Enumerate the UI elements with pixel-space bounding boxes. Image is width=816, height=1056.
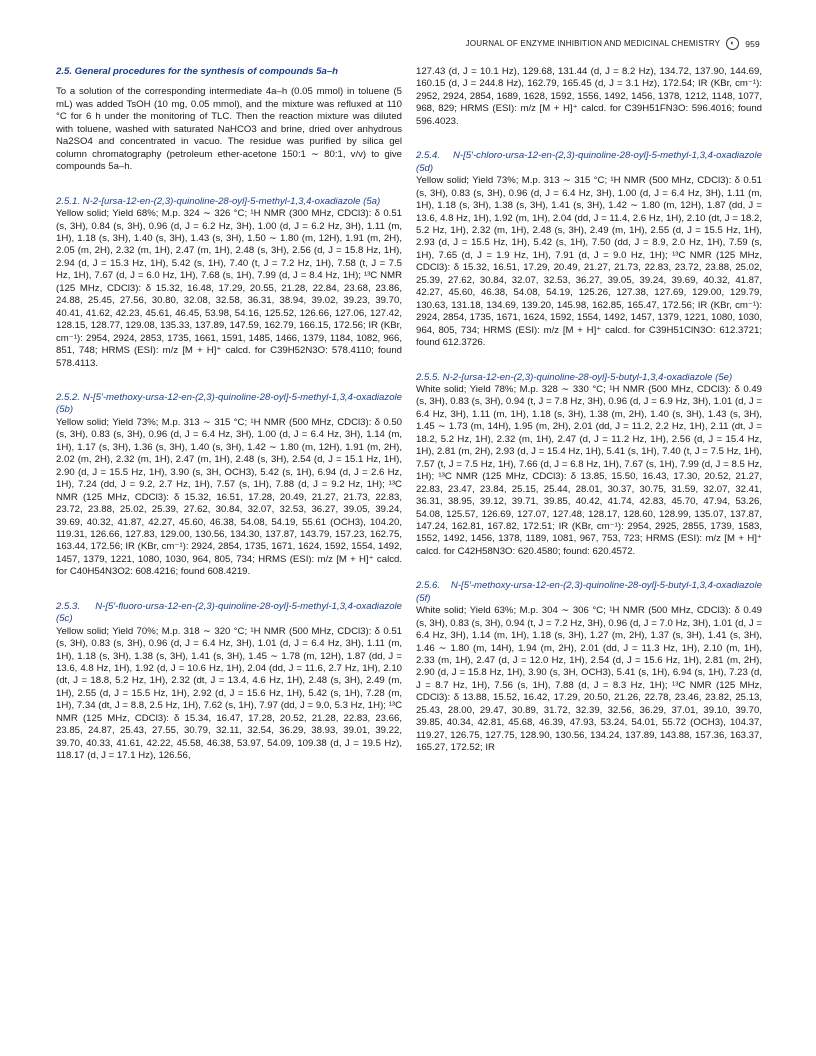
publisher-logo-icon: ◐: [726, 37, 739, 50]
section-heading-2-5: 2.5. General procedures for the synthesis of compounds 5a–h: [56, 66, 339, 77]
compound-5c-data-continued: 127.43 (d, J = 10.1 Hz), 129.68, 131.44 (d, J = 8.2 Hz), 134.72, 137.90, 144.69, 160.15 (d, J = 244.8 Hz), 162.79, 165.45 (d, J = 3.1 Hz), 172.54; IR (KBr, cm⁻¹): 2952, 2924, 2854, 1689, 1628, 1592, 1556, 1492, 1456, 1378, 1212, 1148, 1077, 968, 829; HRMS (ESI): m/z [M + H]⁺ calcd. for C39H51FN3O: 596.4016; found 596.4023.: [416, 66, 762, 127]
page-number: 959: [745, 38, 760, 49]
subsection-heading-2-5-6: 2.5.6. N-[5′-methoxy-ursa-12-en-(2,3)-quinoline-28-oyl]-5-butyl-1,3,4-oxadiazole (5f): [416, 580, 762, 604]
journal-name: JOURNAL OF ENZYME INHIBITION AND MEDICINAL CHEMISTRY: [465, 39, 721, 48]
running-head: [466, 37, 760, 50]
compound-5f-data: White solid; Yield 63%; M.p. 304 ∼ 306 °C; ¹H NMR (500 MHz, CDCl3): δ 0.49 (s, 3H), 0.83 (s, 3H), 0.94 (t, J = 7.2 Hz, 3H), 0.96 (d, J = 7.0 Hz, 3H), 1.01 (d, J = 6.4 Hz, 3H), 1.14 (m, 1H), 1.18 (s, 3H), 1.27 (m, 2H), 1.37 (s, 3H), 1.41 (s, 3H), 1.46 ∼ 1.80 (m, 14H), 1.94 (m, 2H), 2.01 (dd, J = 11.3 Hz, 1H), 2.10 (m, 1H), 2.33 (m, 1H), 2.47 (d, J = 12.0 Hz, 1H), 2.54 (d, J = 15.6 Hz, 1H), 2.81 (m, 2H), 2.90 (d, J = 15.8 Hz, 1H), 3.90 (s, 3H, OCH3), 5.41 (s, 1H), 6.94 (s, 1H), 7.23 (d, J = 8.7 Hz, 1H), 7.56 (s, 1H), 7.88 (d, J = 8.3 Hz, 1H); ¹³C NMR (125 MHz, CDCl3): δ 13.88, 15.52, 16.42, 17.29, 20.50, 21.26, 22.78, 23.46, 23.82, 25.13, 25.43, 28.00, 29.47, 30.89, 31.72, 32.39, 32.56, 36.29, 37.01, 39.10, 39.70, 39.85, 40.34, 42.81, 45.68, 46.39, 47.93, 53.24, 54.01, 55.72 (OCH3), 104.37, 119.27, 126.75, 127.75, 128.90, 130.56, 134.24, 137.89, 143.88, 157.36, 163.37, 165.27, 172.52; IR: [416, 605, 762, 754]
compound-5e-data: White solid; Yield 78%; M.p. 328 ∼ 330 °C; ¹H NMR (500 MHz, CDCl3): δ 0.49 (s, 3H), 0.83 (s, 3H), 0.94 (t, J = 7.8 Hz, 3H), 0.96 (d, J = 6.9 Hz, 3H), 1.01 (d, J = 6.4 Hz, 3H), 1.11 (m, 1H), 1.18 (s, 3H), 1.38 (m, 2H), 1.40 (s, 3H), 1.43 (s, 3H), 1.45 ∼ 1.73 (m, 14H), 1.95 (m, 2H), 2.01 (dd, J = 11.2, 2.2 Hz, 1H), 2.11 (dt, J = 18.2, 5.2 Hz, 1H), 2.32 (m, 1H), 2.47 (d, J = 11.2 Hz, 1H), 2.56 (d, J = 15.4 Hz, 1H), 2.81 (m, 2H), 2.93 (d, J = 15.4 Hz, 1H), 5.41 (s, 1H), 7.40 (t, J = 7.5 Hz, 1H), 7.57 (t, J = 7.5 Hz, 1H), 7.66 (d, J = 6.8 Hz, 1H), 7.67 (s, 1H), 7.99 (d, J = 8.5 Hz, 1H); ¹³C NMR (125 MHz, CDCl3): δ 13.85, 15.50, 16.43, 17.30, 20.52, 21.27, 22.83, 23.47, 23.84, 25.15, 25.44, 28.01, 30.37, 30.75, 31.59, 32.07, 32.41, 36.31, 38.95, 39.12, 39.71, 39.85, 40.42, 41.74, 42.83, 45.70, 47.94, 53.26, 54.08, 125.57, 126.69, 127.07, 127.48, 128.17, 128.60, 128.99, 135.07, 137.87, 147.24, 162.81, 167.82, 172.51; IR (KBr, cm⁻¹): 2954, 2925, 2855, 1739, 1583, 1552, 1492, 1456, 1378, 1189, 1081, 967, 753, 723; HRMS (ESI): m/z [M + H]⁺ calcd. for C42H58N3O: 620.4580; found: 620.4572.: [416, 383, 762, 557]
compound-5a-data: Yellow solid; Yield 68%; M.p. 324 ∼ 326 °C; ¹H NMR (300 MHz, CDCl3): δ 0.51 (s, 3H), 0.84 (s, 3H), 0.96 (d, J = 6.2 Hz, 3H), 1.00 (d, J = 6.2 Hz, 3H), 1.11 (m, 1H), 1.18 (s, 3H), 1.40 (s, 3H), 1.43 (s, 3H), 1.50 ∼ 1.80 (m, 12H), 1.91 (m, 2H), 2.05 (m, 2H), 2.32 (m, 1H), 2.47 (m, 1H), 2.48 (s, 3H), 2.56 (d, J = 15.8 Hz, 1H), 2.94 (d, J = 15.3 Hz, 1H), 5.42 (s, 1H), 7.40 (t, J = 7.2 Hz, 1H), 7.58 (t, J = 7.5 Hz, 1H), 7.67 (d, J = 6.0 Hz, 1H), 7.68 (s, 1H), 7.99 (d, J = 8.4 Hz, 1H); ¹³C NMR (125 MHz, CDCl3): δ 15.32, 16.48, 17.29, 20.55, 21.28, 22.84, 23.68, 23.86, 24.88, 25.45, 27.56, 30.80, 32.08, 32.58, 36.31, 38.94, 39.02, 39.23, 39.70, 40.41, 41.62, 42.23, 45.61, 46.45, 53.98, 54.16, 125.52, 126.66, 127.06, 127.42, 128.15, 128.77, 129.08, 135.33, 137.89, 147.59, 162.79, 166.15, 172.56; IR (KBr, cm⁻¹): 2954, 2924, 2853, 1735, 1661, 1591, 1485, 1466, 1379, 1184, 1082, 966, 851, 748; HRMS (ESI): m/z [M + H]⁺ calcd. for C39H52N3O: 578.4110; found 578.4113.: [56, 208, 402, 369]
subsection-heading-2-5-1: 2.5.1. N-2-[ursa-12-en-(2,3)-quinoline-28-oyl]-5-methyl-1,3,4-oxadiazole (5a): [56, 195, 381, 207]
right-column: [416, 66, 762, 755]
subsection-heading-2-5-4: 2.5.4. N-[5′-chloro-ursa-12-en-(2,3)-quinoline-28-oyl]-5-methyl-1,3,4-oxadiazole (5d): [416, 150, 762, 174]
compound-5b-data: Yellow solid; Yield 73%; M.p. 313 ∼ 315 °C; ¹H NMR (500 MHz, CDCl3): δ 0.50 (s, 3H), 0.83 (s, 3H), 0.96 (d, J = 6.4 Hz, 3H), 1.00 (d, J = 6.4 Hz, 3H), 1.14 (m, 1H), 1.17 (s, 3H), 1.36 (s, 3H), 1.40 (s, 3H), 1.42 ∼ 1.80 (m, 12H), 1.91 (m, 2H), 2.02 (m, 2H), 2.32 (m, 1H), 2.47 (m, 1H), 2.48 (s, 3H), 2.54 (d, J = 15.1 Hz, 1H), 2.90 (d, J = 15.5 Hz, 1H), 3.90 (s, 3H, OCH3), 5.42 (s, 1H), 6.94 (d, J = 2.6 Hz, 1H), 7.24 (dd, J = 9.2, 2.7 Hz, 1H), 7.57 (s, 1H), 7.88 (d, J = 9.2 Hz, 1H); ¹³C NMR (125 MHz, CDCl3): δ 15.32, 16.51, 17.28, 20.49, 21.27, 21.73, 22.83, 23.72, 23.88, 25.02, 25.39, 27.62, 30.84, 32.07, 32.53, 36.27, 39.05, 39.24, 39.69, 40.32, 41.87, 42.27, 45.60, 46.38, 54.08, 54.19, 55.61 (OCH3), 104.20, 119.31, 126.66, 127.83, 129.00, 130.56, 134.30, 137.87, 143.79, 157.23, 162.75, 163.44, 172.56; IR (KBr, cm⁻¹): 2924, 2854, 1735, 1671, 1624, 1592, 1554, 1492, 1457, 1379, 1221, 1080, 1030, 964, 805, 734; HRMS (ESI): m/z [M + H]⁺ calcd. for C40H54N3O2: 608.4216; found 608.4219.: [56, 416, 402, 578]
procedure-paragraph: To a solution of the corresponding intermediate 4a–h (0.05 mmol) in toluene (5 mL) was added TsOH (10 mg, 0.05 mmol), and the mixture was refluxed at 110 °C for 6 h under the monitoring of TLC. Then the reaction mixture was diluted with toluene, washed with saturated NaHCO3 and brine, dried over anhydrous Na2SO4 and concentrated in vacuo. The residue was purified by silica gel column chromatography (petroleum ether-acetone 150:1 ∼ 80:1, v/v) to give compounds 5a–h.: [56, 86, 402, 173]
subsection-heading-2-5-3: 2.5.3. N-[5′-fluoro-ursa-12-en-(2,3)-quinoline-28-oyl]-5-methyl-1,3,4-oxadiazole (5c): [56, 600, 402, 625]
subsection-heading-2-5-2: 2.5.2. N-[5′-methoxy-ursa-12-en-(2,3)-quinoline-28-oyl]-5-methyl-1,3,4-oxadiazole (5b): [56, 391, 402, 416]
left-column: [56, 66, 402, 763]
compound-5d-data: Yellow solid; Yield 73%; M.p. 313 ∼ 315 °C; ¹H NMR (500 MHz, CDCl3): δ 0.51 (s, 3H), 0.83 (s, 3H), 0.96 (d, J = 6.4 Hz, 3H), 1.00 (d, J = 6.4 Hz, 3H), 1.11 (m, 1H), 1.18 (s, 3H), 1.38 (s, 3H), 1.41 (s, 3H), 1.42 ∼ 1.80 (m, 12H), 1.87 (dd, J = 13.6, 4.8 Hz, 1H), 1.92 (m, 1H), 2.04 (dd, J = 11.4, 2.6 Hz, 1H), 2.10 (dt, J = 18.2, 5.2 Hz, 1H), 2.32 (m, 1H), 2.48 (s, 3H), 2.49 (m, 1H), 2.55 (d, J = 15.5 Hz, 1H), 2.93 (d, J = 15.5 Hz, 1H), 5.42 (s, 1H), 7.50 (dd, J = 8.9, 2.0 Hz, 1H), 7.59 (s, 1H), 7.65 (d, J = 1.9 Hz, 1H), 7.91 (d, J = 9.0 Hz, 1H); ¹³C NMR (125 MHz, CDCl3): δ 15.32, 16.51, 17.29, 20.49, 21.27, 21.73, 22.83, 23.72, 23.88, 25.02, 25.39, 27.62, 30.84, 32.07, 32.53, 36.27, 39.05, 39.24, 39.69, 40.32, 41.87, 42.27, 45.60, 46.38, 54.08, 54.19, 125.26, 127.38, 127.69, 129.00, 129.79, 130.63, 131.18, 134.69, 139.20, 145.98, 162.85, 165.47, 172.56; IR (KBr, cm⁻¹): 2924, 2854, 1735, 1671, 1624, 1592, 1554, 1492, 1457, 1379, 1221, 1080, 1030, 964, 805, 734; HRMS (ESI): m/z [M + H]⁺ calcd. for C39H51ClN3O: 612.3721; found 612.3726.: [416, 175, 762, 349]
compound-5c-data: Yellow solid; Yield 70%; M.p. 318 ∼ 320 °C; ¹H NMR (500 MHz, CDCl3): δ 0.51 (s, 3H), 0.83 (s, 3H), 0.96 (d, J = 6.4 Hz, 3H), 1.01 (d, J = 6.4 Hz, 3H), 1.11 (m, 1H), 1.18 (s, 3H), 1.38 (s, 3H), 1.41 (s, 3H), 1.45 ∼ 1.78 (m, 12H), 1.87 (dd, J = 13.6, 4.8 Hz, 1H), 1.92 (d, J = 10.6 Hz, 1H), 2.04 (dd, J = 11.6, 2.7 Hz, 1H), 2.10 (dt, J = 18.8, 5.2 Hz, 1H), 2.32 (dt, J = 13.4, 4.6 Hz, 1H), 2.48 (s, 3H), 2.49 (m, 1H), 2.55 (d, J = 15.5 Hz, 1H), 2.92 (d, J = 15.6 Hz, 1H), 5.42 (s, 1H), 7.28 (m, 1H), 7.34 (dt, J = 8.8, 2.5 Hz, 1H), 7.62 (s, 1H), 7.97 (dd, J = 9.0, 5.3 Hz, 1H); ¹³C NMR (125 MHz, CDCl3): δ 15.34, 16.47, 17.28, 20.52, 21.28, 22.83, 23.66, 23.85, 24.87, 25.43, 27.55, 30.79, 32.11, 32.54, 36.29, 38.93, 39.01, 39.22, 39.70, 40.33, 41.61, 42.22, 45.58, 46.38, 53.97, 54.09, 109.38 (d, J = 19.5 Hz), 118.17 (d, J = 17.1 Hz), 126.56,: [56, 625, 402, 762]
subsection-heading-2-5-5: 2.5.5. N-2-[ursa-12-en-(2,3)-quinoline-28-oyl]-5-butyl-1,3,4-oxadiazole (5e): [416, 371, 733, 383]
